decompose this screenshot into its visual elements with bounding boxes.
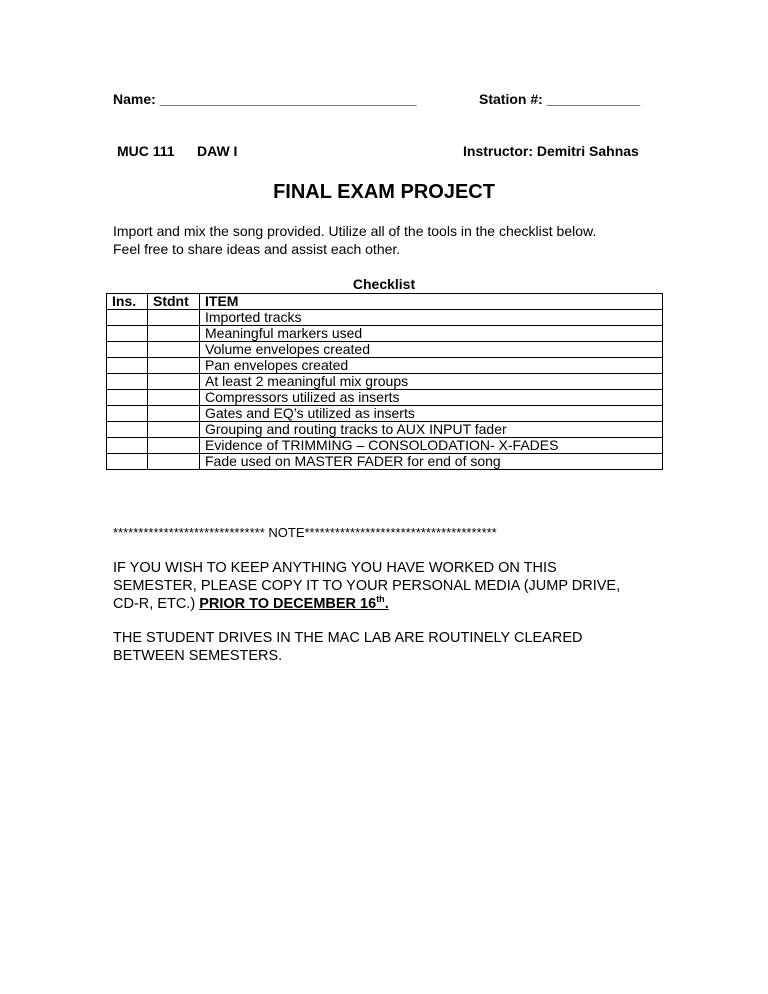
stdnt-check-cell: [148, 406, 200, 422]
item-cell: Grouping and routing tracks to AUX INPUT fader: [200, 422, 663, 438]
column-header-item: ITEM: [200, 294, 663, 310]
table-row: [107, 358, 663, 374]
ins-check-cell: [107, 390, 148, 406]
item-cell: At least 2 meaningful mix groups: [200, 374, 663, 390]
deadline-text: [199, 596, 389, 612]
stdnt-check-cell: [148, 390, 200, 406]
column-header-stdnt: Stdnt: [148, 294, 200, 310]
table-row: [107, 342, 663, 358]
ins-check-cell: [107, 326, 148, 342]
item-cell: Fade used on MASTER FADER for end of song: [200, 454, 663, 470]
item-cell: Volume envelopes created: [200, 342, 663, 358]
stdnt-check-cell: [148, 326, 200, 342]
ins-check-cell: [107, 310, 148, 326]
instructor-label: Instructor: Demitri Sahnas: [463, 143, 639, 159]
intro-line-2: Feel free to share ideas and assist each other.: [113, 241, 401, 257]
course-name: DAW I: [197, 143, 238, 159]
checklist-table: [106, 293, 663, 470]
note-banner: ****************************** NOTE**************************************: [113, 525, 497, 540]
note-paragraph-1-line-2: SEMESTER, PLEASE COPY IT TO YOUR PERSONAL MEDIA (JUMP DRIVE,: [113, 578, 621, 594]
ins-check-cell: [107, 454, 148, 470]
stdnt-check-cell: [148, 310, 200, 326]
deadline-ordinal: th: [376, 594, 385, 605]
intro-line-1: Import and mix the song provided. Utilize all of the tools in the checklist below.: [113, 223, 597, 239]
note-paragraph-1-line-1: IF YOU WISH TO KEEP ANYTHING YOU HAVE WORKED ON THIS: [113, 560, 557, 576]
note-paragraph-2-line-2: BETWEEN SEMESTERS.: [113, 648, 283, 664]
item-cell: Pan envelopes created: [200, 358, 663, 374]
stdnt-check-cell: [148, 342, 200, 358]
table-row: [107, 390, 663, 406]
checklist-heading: Checklist: [352, 276, 416, 292]
deadline-date: PRIOR TO DECEMBER 16: [199, 596, 377, 612]
name-field-label: Name: _________________________________: [113, 91, 417, 107]
item-cell: Meaningful markers used: [200, 326, 663, 342]
course-code: MUC 111: [117, 143, 175, 159]
deadline-period: .: [384, 596, 389, 612]
ins-check-cell: [107, 342, 148, 358]
table-row: [107, 454, 663, 470]
page-title: FINAL EXAM PROJECT: [273, 181, 495, 203]
table-row: [107, 406, 663, 422]
item-cell: Compressors utilized as inserts: [200, 390, 663, 406]
stdnt-check-cell: [148, 358, 200, 374]
table-row: [107, 438, 663, 454]
item-cell: Imported tracks: [200, 310, 663, 326]
item-cell: Evidence of TRIMMING – CONSOLODATION- X-FADES: [200, 438, 663, 454]
ins-check-cell: [107, 422, 148, 438]
ins-check-cell: [107, 358, 148, 374]
table-row: [107, 422, 663, 438]
item-cell: Gates and EQ’s utilized as inserts: [200, 406, 663, 422]
ins-check-cell: [107, 438, 148, 454]
note-paragraph-2-line-1: THE STUDENT DRIVES IN THE MAC LAB ARE ROUTINELY CLEARED: [113, 630, 583, 646]
stdnt-check-cell: [148, 422, 200, 438]
ins-check-cell: [107, 406, 148, 422]
station-field-label: Station #: ____________: [479, 91, 641, 107]
table-row: [107, 326, 663, 342]
table-header-row: [107, 294, 663, 310]
ins-check-cell: [107, 374, 148, 390]
stdnt-check-cell: [148, 438, 200, 454]
note-paragraph-1-line-3: [113, 595, 389, 613]
stdnt-check-cell: [148, 374, 200, 390]
stdnt-check-cell: [148, 454, 200, 470]
table-row: [107, 374, 663, 390]
note-line-3-start: CD-R, ETC.): [113, 596, 200, 612]
table-row: [107, 310, 663, 326]
column-header-ins: Ins.: [107, 294, 148, 310]
